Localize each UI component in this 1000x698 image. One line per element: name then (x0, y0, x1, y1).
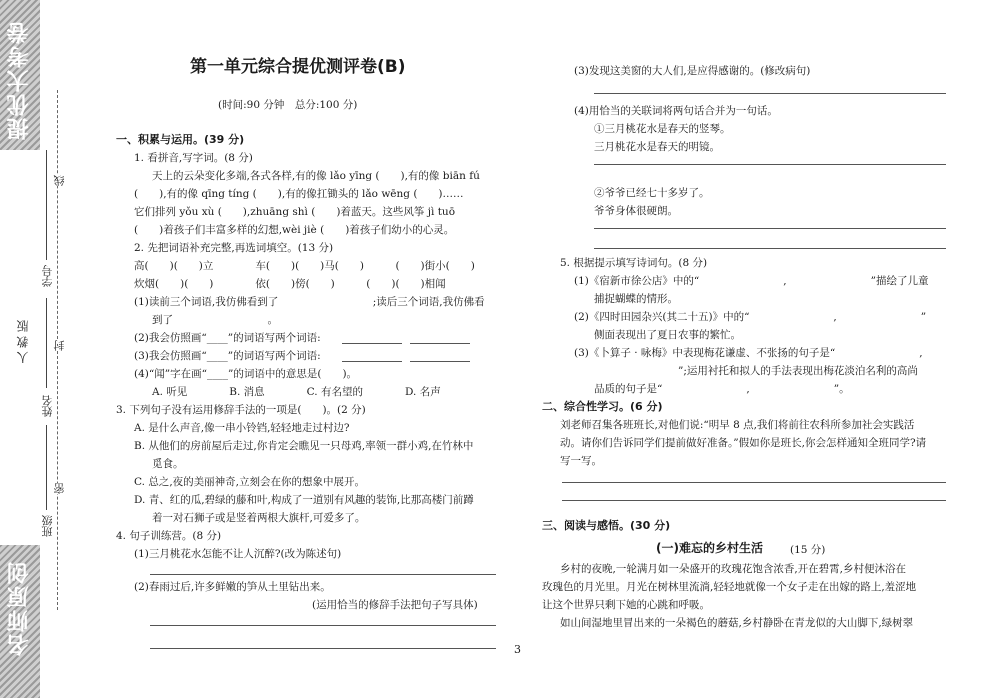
q2-sub-1: (1)读前三个词语,我仿佛看到了 ;读后三个词语,我仿佛看 (134, 296, 485, 308)
q4-sub-2-note: (运用恰当的修辞手法把句子写具体) (312, 599, 478, 611)
q4-sub-4-answer-1[interactable] (594, 164, 946, 165)
q4-sub-4: (4)用恰当的关联词将两句话合并为一句话。 (574, 105, 778, 117)
q2-sub-2: (2)我会仿照画“____”的词语写两个词语: (134, 332, 321, 344)
q1-line-2: ( ),有的像 qīng tíng ( ),有的像扛锄头的 lǎo wēng ( )…… (134, 188, 464, 200)
q3-option-a: A. 是什么声音,像一串小铃铛,轻轻地走过村边? (134, 422, 350, 434)
page-subtitle: (时间:90 分钟 总分:100 分) (218, 99, 358, 111)
q4-sub-3-answer[interactable] (594, 93, 946, 94)
section-1-heading: 一、积累与运用。(39 分) (116, 133, 245, 146)
brand-bottom-text: 名师原创 (7, 560, 32, 656)
section-2-heading: 二、综合性学习。(6 分) (542, 400, 663, 413)
q5-sub-3: (3)《卜算子 · 咏梅》中表现梅花谦虚、不张扬的句子是“ , (574, 347, 923, 359)
class-line (46, 425, 47, 510)
q5-sub-2: (2)《四时田园杂兴(其二十五)》中的“ , ” (574, 311, 927, 323)
q4-heading: 4. 句子训练营。(8 分) (116, 530, 222, 542)
q4-sub-4-pair-2-a: ②爷爷已经七十多岁了。 (594, 187, 710, 199)
q4-sub-4-answer-3[interactable] (594, 248, 946, 249)
page-title: 第一单元综合提优测评卷(B) (190, 57, 406, 77)
passage-score: (15 分) (790, 544, 826, 556)
q5-sub-3-cont-2: 品质的句子是“ , ”。 (594, 383, 850, 395)
brand-top-text: 提优大考卷 (7, 20, 32, 140)
q4-sub-4-pair-1-a: ①三月桃花水是春天的竖琴。 (594, 123, 731, 135)
q5-sub-1: (1)《宿新市徐公店》中的“ , ”描绘了儿童 (574, 275, 929, 287)
q4-sub-2-answer-2[interactable] (150, 648, 496, 649)
q4-sub-4-answer-2[interactable] (594, 228, 946, 229)
page-number: 3 (514, 643, 521, 656)
passage-line-1: 乡村的夜晚,一轮满月如一朵盛开的玫瑰花饱含浓香,开在碧霄,乡村便沐浴在 (560, 563, 907, 575)
q4-sub-3: (3)发现这美窗的大人们,是应得感谢的。(修改病句) (574, 65, 811, 77)
seal-char-seal: 封 (53, 340, 66, 351)
name-label: 姓名 (41, 395, 54, 417)
q4-sub-1-answer[interactable] (150, 574, 496, 575)
q1-line-1: 天上的云朵变化多端,各式各样,有的像 lǎo yīng ( ),有的像 biān fú (152, 170, 480, 182)
section-2-prompt-3: 写一写。 (560, 455, 602, 467)
passage-line-4: 如山间湿地里冒出来的一朵褐色的蘑菇,乡村静卧在青龙似的大山脚下,绿树翠 (560, 617, 914, 629)
q2-words-row-1: 高( )( )立 车( )( )马( ) ( )街小( ) (134, 260, 475, 272)
q4-sub-1: (1)三月桃花水怎能不让人沉醉?(改为陈述句) (134, 548, 342, 560)
id-line (46, 150, 47, 260)
seal-char-line: 线 (53, 175, 66, 186)
q2-heading: 2. 先把词语补充完整,再选词填空。(13 分) (134, 242, 334, 254)
q2-words-row-2: 炊烟( )( ) 依( )傍( ) ( )( )相闻 (134, 278, 446, 290)
side-strip (0, 0, 66, 698)
q2-sub-2-answer-b[interactable] (410, 343, 470, 344)
passage-title: (一)难忘的乡村生活 (656, 541, 763, 555)
q2-sub-3: (3)我会仿照画“____”的词语写两个词语: (134, 350, 321, 362)
q2-sub-2-answer-a[interactable] (342, 343, 402, 344)
q4-sub-2: (2)春雨过后,许多鲜嫩的笋从土里钻出来。 (134, 581, 331, 593)
passage-line-3: 让这个世界只剩下她的心跳和呼吸。 (542, 599, 710, 611)
q2-sub-4: (4)“闻”字在画“____”的词语中的意思是( )。 (134, 368, 358, 380)
section-2-answer-2[interactable] (562, 500, 946, 501)
q5-sub-2-cont: 侧面表现出了夏日农事的繁忙。 (594, 329, 741, 341)
q1-heading: 1. 看拼音,写字词。(8 分) (134, 152, 253, 164)
section-2-prompt-1: 刘老师召集各班班长,对他们说:“明早 8 点,我们将前往农科所参加社会实践活 (560, 419, 915, 431)
q5-sub-3-cont-1: ”;运用衬托和拟人的手法表现出梅花淡泊名利的高尚 (594, 365, 918, 377)
seal-char-secret: 密 (53, 483, 66, 494)
q3-option-b: B. 从他们的房前屋后走过,你肯定会瞧见一只母鸡,率领一群小鸡,在竹林中 (134, 440, 474, 452)
id-label: 学号 (41, 265, 54, 287)
q3-heading: 3. 下列句子没有运用修辞手法的一项是( )。(2 分) (116, 404, 366, 416)
q2-sub-4-options: A. 听见 B. 消息 C. 有名望的 D. 名声 (152, 386, 441, 398)
q2-sub-3-answer-b[interactable] (410, 361, 470, 362)
section-2-answer-1[interactable] (562, 482, 946, 483)
q3-option-d-cont: 着一对石狮子或是竖着两根大旗杆,可爱多了。 (152, 512, 366, 524)
name-line (46, 298, 47, 388)
q2-sub-1-cont: 到了 。 (152, 314, 278, 326)
passage-line-2: 玫瑰色的月光里。月光在树林里流淌,轻轻地就像一个女子走在出嫁的路上,羞涩地 (542, 581, 917, 593)
class-label: 班级 (41, 515, 54, 537)
q4-sub-4-pair-2-b: 爷爷身体很硬朗。 (594, 205, 678, 217)
q4-sub-2-answer-1[interactable] (150, 625, 496, 626)
q1-line-3: 它们排列 yǒu xù ( ),zhuāng shì ( )着蓝天。这些风筝 jì tuō (134, 206, 456, 218)
q1-line-4: ( )着孩子们丰富多样的幻想,wèi jiè ( )着孩子们幼小的心灵。 (134, 224, 455, 236)
q5-heading: 5. 根据提示填写诗词句。(8 分) (560, 257, 708, 269)
q2-sub-3-answer-a[interactable] (342, 361, 402, 362)
section-2-prompt-2: 动。请你们告诉同学们提前做好准备。”假如你是班长,你会怎样通知全班同学?请 (560, 437, 927, 449)
q3-option-c: C. 总之,夜的美丽神奇,立刻会在你的想象中展开。 (134, 476, 366, 488)
section-3-heading: 三、阅读与感悟。(30 分) (542, 519, 671, 532)
q3-option-d: D. 青、红的瓜,碧绿的藤和叶,构成了一道别有风趣的装饰,比那高楼门前蹲 (134, 494, 474, 506)
q4-sub-4-pair-1-b: 三月桃花水是春天的明镜。 (594, 141, 720, 153)
q5-sub-1-cont: 捕捉蝴蝶的情形。 (594, 293, 678, 305)
q3-option-b-cont: 觅食。 (152, 458, 184, 470)
edition-label: 人 教 版 (16, 320, 30, 364)
